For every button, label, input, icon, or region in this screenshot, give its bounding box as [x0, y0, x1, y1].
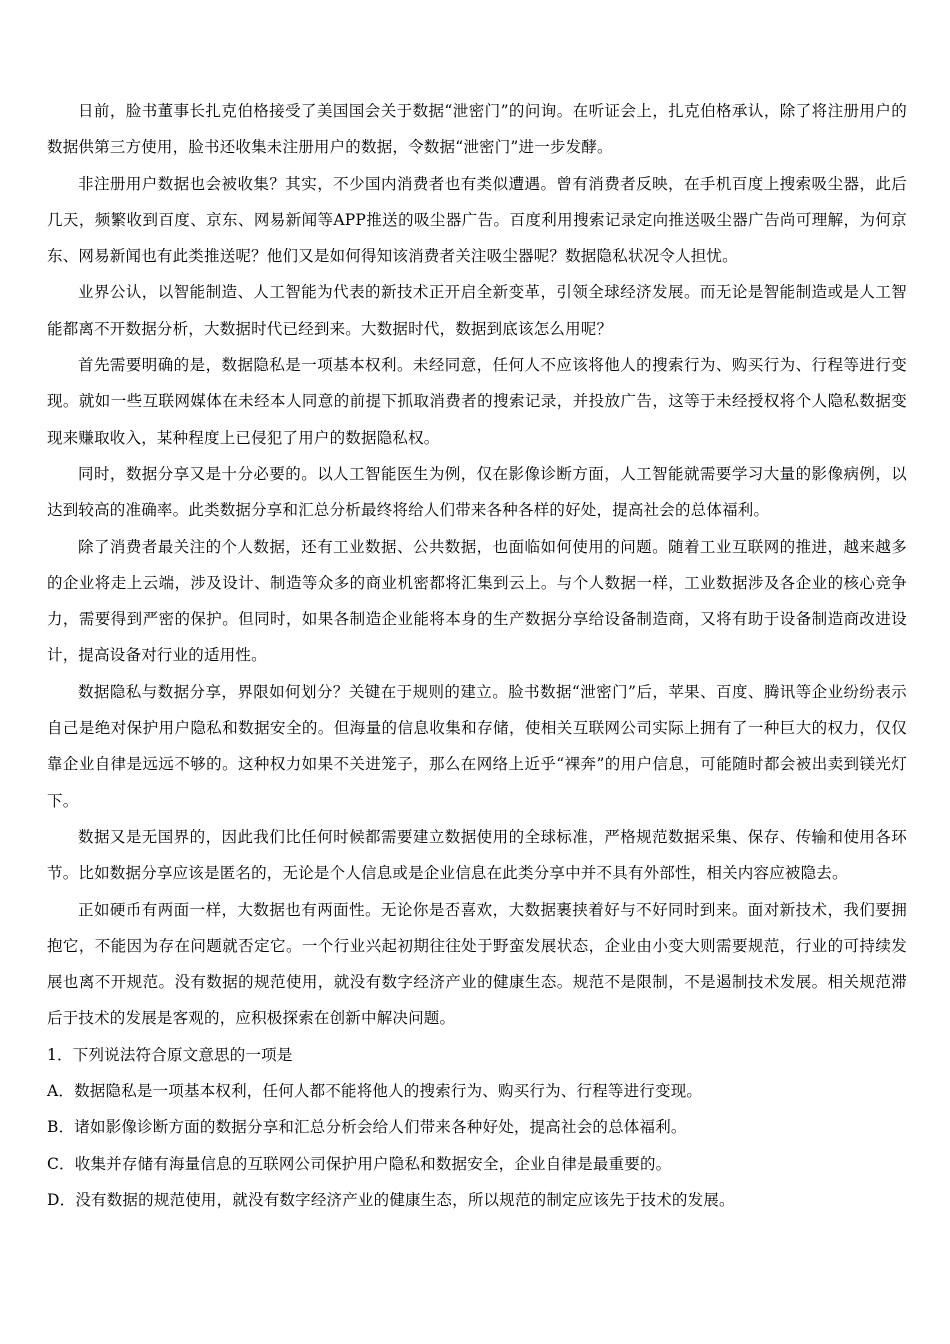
question-block — [47, 1037, 907, 1218]
article-paragraph-6: 除了消费者最关注的个人数据，还有工业数据、公共数据，也面临如何使用的问题。随着工业互联网的推进，越来越多的企业将走上云端，涉及设计、制造等众多的商业机密都将汇集到云上。与个人数据一样，工业数据涉及各企业的核心竞争力，需要得到严密的保护。但同时，如果各制造企业能将本身的生产数据分享给设备制造商，又将有助于设备制造商改进设计，提高设备对行业的适用性。 — [47, 537, 907, 665]
article-body — [47, 93, 907, 1037]
question-option-d: D．没有数据的规范使用，就没有数字经济产业的健康生态，所以规范的制定应该先于技术的发展。 — [47, 1190, 735, 1209]
article-paragraph-4: 首先需要明确的是，数据隐私是一项基本权利。未经同意，任何人不应该将他人的搜索行为、购买行为、行程等进行变现。就如一些互联网媒体在未经本人同意的前提下抓取消费者的搜索记录，并投放广告，这等于未经授权将个人隐私数据变现来赚取收入，某种程度上已侵犯了用户的数据隐私权。 — [47, 356, 907, 447]
article-paragraph-8: 数据又是无国界的，因此我们比任何时候都需要建立数据使用的全球标准，严格规范数据采集、保存、传输和使用各环节。比如数据分享应该是匿名的，无论是个人信息或是企业信息在此类分享中并不具有外部性，相关内容应被隐去。 — [47, 827, 907, 883]
article-paragraph-3: 业界公认，以智能制造、人工智能为代表的新技术正开启全新变革，引领全球经济发展。而无论是智能制造或是人工智能都离不开数据分析，大数据时代已经到来。大数据时代，数据到底该怎么用呢？ — [47, 283, 907, 338]
question-option-a: A．数据隐私是一项基本权利，任何人都不能将他人的搜索行为、购买行为、行程等进行变现。 — [47, 1082, 703, 1101]
article-paragraph-5: 同时，数据分享又是十分必要的。以人工智能医生为例，仅在影像诊断方面，人工智能就需要学习大量的影像病例，以达到较高的准确率。此类数据分享和汇总分析最终将给人们带来各种各样的好处，提高社会的总体福利。 — [47, 464, 907, 520]
question-option-c: C．收集并存储有海量信息的互联网公司保护用户隐私和数据安全，企业自律是最重要的。 — [47, 1154, 672, 1173]
article-paragraph-7: 数据隐私与数据分享，界限如何划分？关键在于规则的建立。脸书数据“泄密门”后，苹果、百度、腾讯等企业纷纷表示自己是绝对保护用户隐私和数据安全的。但海量的信息收集和存储，使相关互联网公司实际上拥有了一种巨大的权力，仅仅靠企业自律是远远不够的。这种权力如果不关进笼子，那么在网络上近乎“裸奔”的用户信息，可能随时都会被出卖到镁光灯下。 — [47, 682, 907, 810]
article-paragraph-2: 非注册用户数据也会被收集？其实，不少国内消费者也有类似遭遇。曾有消费者反映，在手机百度上搜索吸尘器，此后几天，频繁收到百度、京东、网易新闻等APP推送的吸尘器广告。百度利用搜索记录定向推送吸尘器广告尚可理解，为何京东、网易新闻也有此类推送呢？他们又是如何得知该消费者关注吸尘器呢？数据隐私状况令人担忧。 — [47, 174, 907, 266]
article-paragraph-9: 正如硬币有两面一样，大数据也有两面性。无论你是否喜欢，大数据裹挟着好与不好同时到来。面对新技术，我们要拥抱它，不能因为存在问题就否定它。一个行业兴起初期往往处于野蛮发展状态，企业由小变大则需要规范，行业的可持续发展也离不开规范。没有数据的规范使用，就没有数字经济产业的健康生态。规范不是限制，不是遏制技术发展。相关规范滞后于技术的发展是客观的，应积极探索在创新中解决问题。 — [47, 900, 907, 1028]
question-stem: 1．下列说法符合原文意思的一项是 — [47, 1045, 293, 1064]
article-paragraph-1: 日前，脸书董事长扎克伯格接受了美国国会关于数据“泄密门”的问询。在听证会上，扎克伯格承认，除了将注册用户的数据供第三方使用，脸书还收集未注册用户的数据，令数据“泄密门”进一步发酵。 — [47, 102, 907, 157]
question-option-b: B．诸如影像诊断方面的数据分享和汇总分析会给人们带来各种好处，提高社会的总体福利。 — [47, 1118, 687, 1137]
document-page — [47, 93, 907, 1218]
